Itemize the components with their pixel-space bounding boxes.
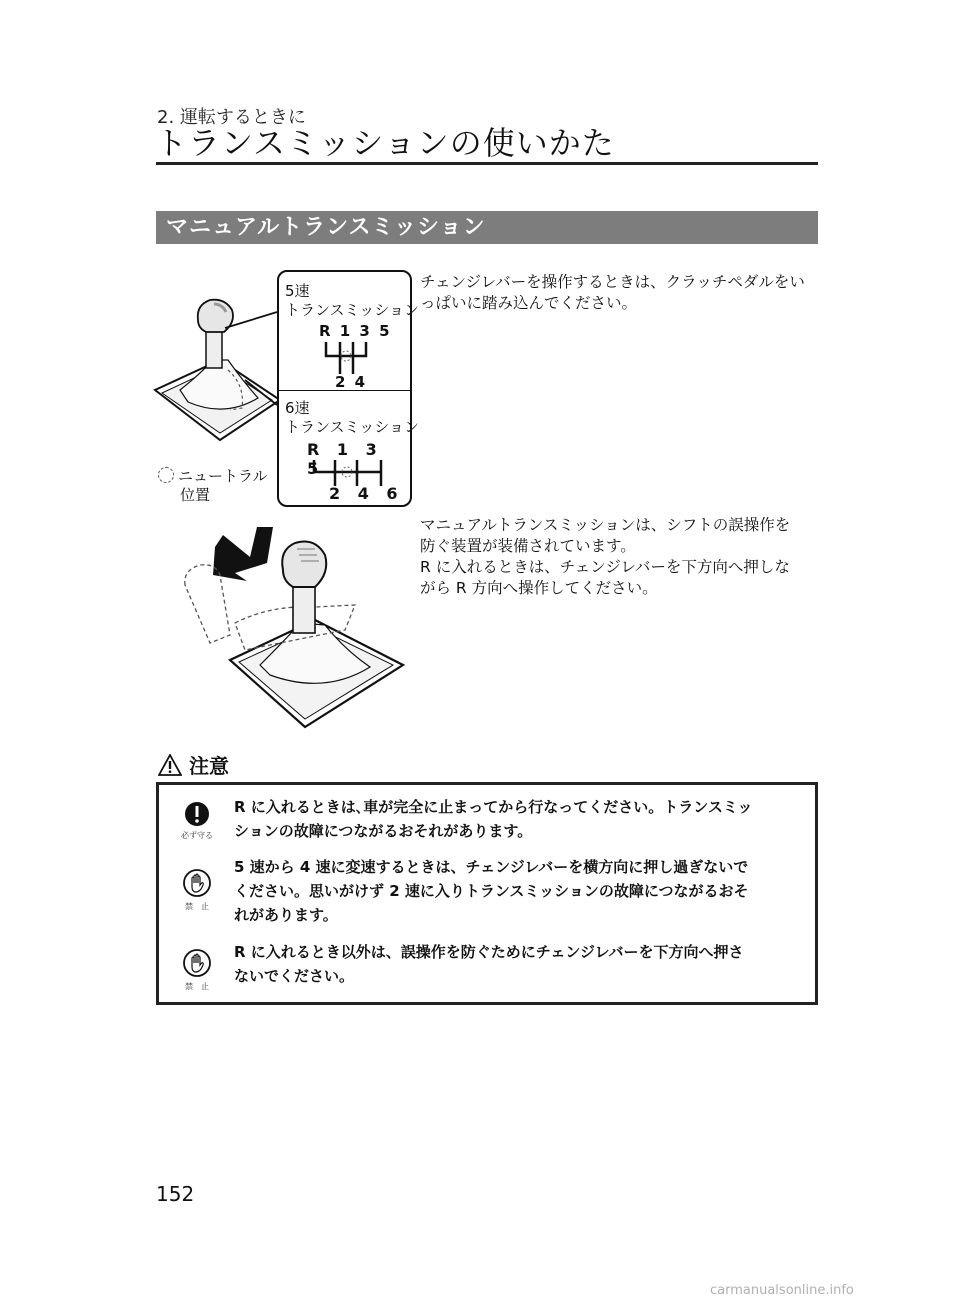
six-speed-top-gears: R 1 3 5: [307, 440, 383, 478]
section-label: 2. 運転するときに: [157, 107, 306, 128]
six-speed-label: 6速: [285, 399, 310, 417]
caution-line: ションの故障につながるおそれがあります。: [234, 822, 533, 840]
caution-heading-text: 注意: [188, 754, 229, 778]
paragraph-reverse: [420, 515, 820, 599]
five-speed-bottom-gears: 2 4: [335, 373, 368, 391]
page-title: トランスミッションの使いかた: [155, 124, 615, 162]
caution-line: ください。思いがけず 2 速に入りトランスミッションの故障につながるおそ: [234, 882, 749, 900]
neutral-position-note: [158, 467, 268, 505]
neutral-circle-icon: [158, 467, 174, 483]
subheading-band: マニュアルトランスミッション: [156, 211, 818, 244]
watermark: carmanualsonline.info: [710, 1283, 854, 1298]
p2-line: R に入れるときは、チェンジレバーを下方向へ押しな: [420, 558, 790, 576]
five-speed-label-2: トランスミッション: [285, 301, 419, 319]
caution-line: れがあります。: [234, 906, 338, 924]
prohibited-hand-icon: [183, 869, 211, 897]
caution-item-1: [234, 795, 804, 843]
caution-line: ないでください。: [234, 967, 355, 985]
caution-line: 5 速から 4 速に変速するときは、チェンジレバーを横方向に押し過ぎないで: [234, 858, 749, 876]
caution-item-3: [234, 940, 804, 988]
p2-line: 防ぐ装置が装備されています。: [420, 537, 636, 555]
shift-pattern-box: [277, 270, 419, 507]
prohibited-caption: 禁 止: [185, 982, 209, 991]
caution-line: R に入れるときは､車が完全に止まってから行なってください。トランスミッ: [234, 798, 753, 816]
paragraph-clutch: チェンジレバーを操作するときは、クラッチペダルをいっぱいに踏み込んでください。: [420, 273, 805, 312]
must-do-caption: 必ず守る: [181, 831, 213, 840]
p2-line: がら R 方向へ操作してください。: [420, 579, 658, 597]
caution-item-2: [234, 855, 804, 927]
caution-box: [156, 782, 818, 1005]
neutral-label: ニュートラル: [178, 467, 268, 485]
five-speed-label: 5速: [285, 282, 310, 300]
push-down-arrow-icon: [213, 527, 273, 581]
page-number: 152: [156, 1182, 195, 1206]
caution-heading: [158, 750, 229, 779]
neutral-label-2: 位置: [180, 486, 211, 504]
title-rule: [156, 162, 818, 165]
prohibited-hand-icon: [183, 949, 211, 977]
six-speed-label-2: トランスミッション: [285, 418, 419, 436]
box-divider: [279, 390, 410, 391]
callout-pointer: [215, 300, 285, 420]
shift-lever-illustration-bottom: [175, 515, 410, 740]
five-speed-top-gears: R 1 3 5: [319, 322, 392, 340]
prohibited-caption: 禁 止: [185, 902, 209, 911]
warning-triangle-icon: [158, 754, 182, 776]
caution-line: R に入れるとき以外は、誤操作を防ぐためにチェンジレバーを下方向へ押さ: [234, 943, 744, 961]
six-speed-bottom-gears: 2 4 6: [329, 484, 404, 503]
must-do-icon: [184, 801, 210, 827]
p2-line: マニュアルトランスミッションは、シフトの誤操作を: [420, 516, 791, 534]
